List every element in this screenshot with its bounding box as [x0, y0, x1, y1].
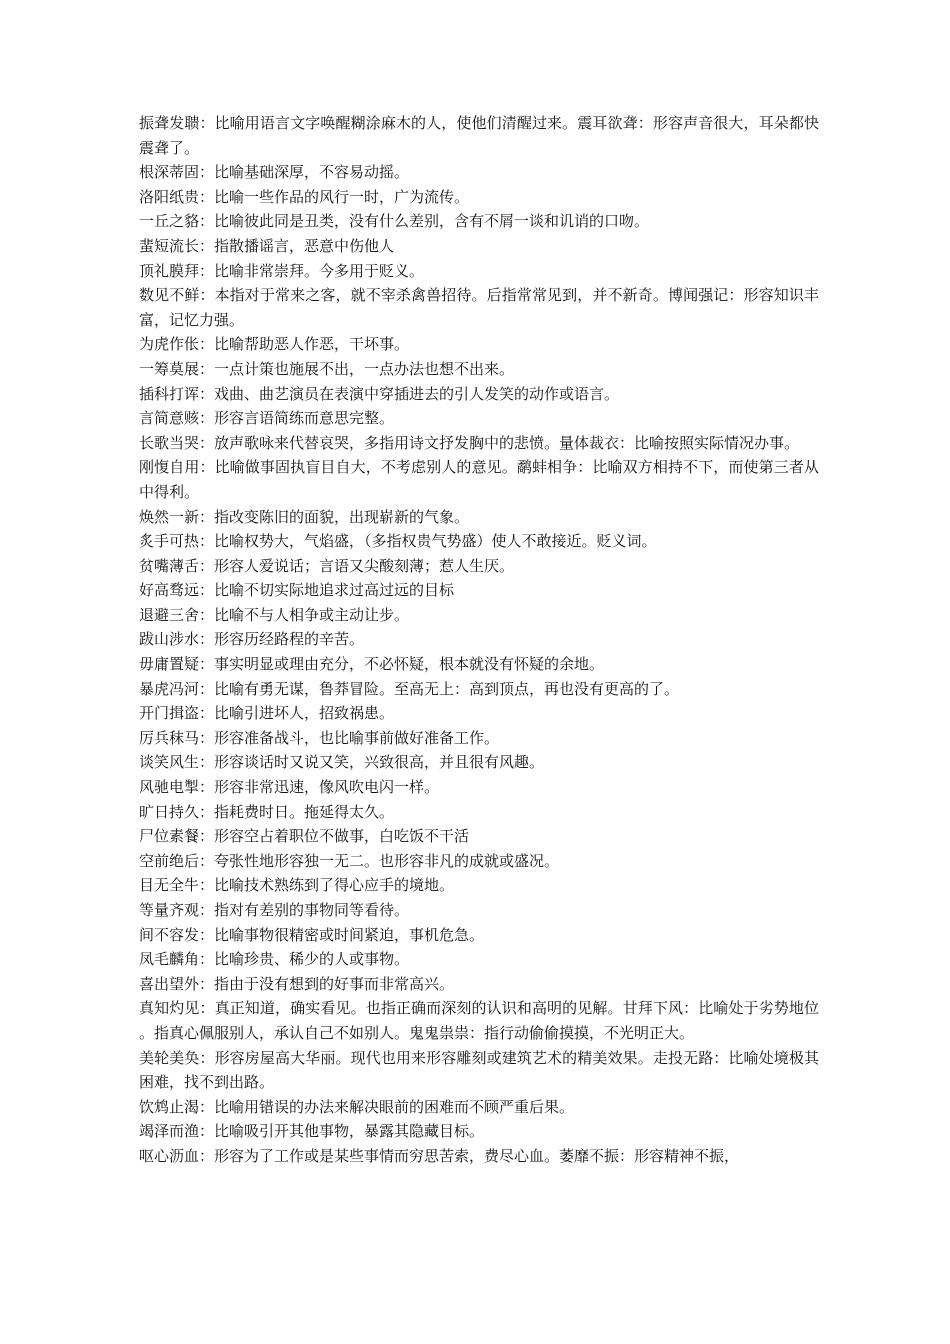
idiom-entry: 刚愎自用：比喻做事固执盲目自大，不考虑别人的意见。鹬蚌相争：比喻双方相持不下，而使第三者从中得利。 — [139, 458, 819, 501]
idiom-entry: 长歌当哭：放声歌咏来代替哀哭，多指用诗文抒发胸中的悲愤。量体裁衣：比喻按照实际情况办事。 — [139, 433, 800, 452]
idiom-entry: 谈笑风生：形容谈话时又说又笑，兴致很高，并且很有风趣。 — [139, 753, 545, 772]
idiom-entry: 为虎作伥：比喻帮助恶人作恶，干坏事。 — [139, 335, 410, 354]
idiom-entry: 数见不鲜：本指对于常来之客，就不宰杀禽兽招待。后指常常见到，并不新奇。博闻强记：形容知识丰富，记忆力强。 — [139, 286, 819, 329]
idiom-entry: 呕心沥血：形容为了工作或是某些事情而穷思苦索，费尽心血。萎靡不振：形容精神不振， — [139, 1146, 740, 1165]
idiom-entry: 跋山涉水：形容历经路程的辛苦。 — [139, 630, 365, 649]
idiom-entry: 一丘之貉：比喻彼此同是丑类，没有什么差别，含有不屑一谈和讥诮的口吻。 — [139, 212, 650, 231]
idiom-entry: 尸位素餐：形容空占着职位不做事，白吃饭不干活 — [139, 827, 470, 846]
idiom-entry: 竭泽而渔：比喻吸引开其他事物，暴露其隐藏目标。 — [139, 1122, 485, 1141]
idiom-entry: 根深蒂固：比喻基础深厚，不容易动摇。 — [139, 163, 410, 182]
idiom-list — [139, 111, 819, 1169]
idiom-entry: 毋庸置疑：事实明显或理由充分，不必怀疑，根本就没有怀疑的余地。 — [139, 655, 605, 674]
idiom-entry: 厉兵秣马：形容准备战斗，也比喻事前做好准备工作。 — [139, 728, 500, 747]
idiom-entry: 退避三舍：比喻不与人相争或主动让步。 — [139, 605, 410, 624]
idiom-entry: 旷日持久：指耗费时日。拖延得太久。 — [139, 802, 395, 821]
idiom-entry: 蜚短流长：指散播谣言，恶意中伤他人 — [139, 236, 395, 255]
idiom-entry: 等量齐观：指对有差别的事物同等看待。 — [139, 901, 410, 919]
idiom-entry: 开门揖盗：比喻引进坏人，招致祸患。 — [139, 704, 395, 723]
idiom-entry: 好高骛远：比喻不切实际地追求过高过远的目标 — [139, 581, 455, 600]
idiom-entry: 风驰电掣：形容非常迅速，像风吹电闪一样。 — [139, 778, 440, 797]
idiom-entry: 振聋发聩：比喻用语言文字唤醒糊涂麻木的人，使他们清醒过来。震耳欲聋：形容声音很大，耳朵都快震聋了。 — [139, 114, 819, 157]
idiom-entry: 贫嘴薄舌：形容人爱说话；言语又尖酸刻薄；惹人生厌。 — [139, 556, 515, 575]
idiom-entry: 空前绝后：夸张性地形容独一无二。也形容非凡的成就或盛况。 — [139, 851, 560, 870]
idiom-entry: 炙手可热：比喻权势大，气焰盛，（多指权贵气势盛）使人不敢接近。贬义词。 — [139, 532, 657, 551]
idiom-entry: 插科打诨：戏曲、曲艺演员在表演中穿插进去的引人发笑的动作或语言。 — [139, 384, 620, 403]
idiom-entry: 美轮美奂：形容房屋高大华丽。现代也用来形容雕刻或建筑艺术的精美效果。走投无路：比喻处境极其困难，找不到出路。 — [139, 1048, 819, 1092]
idiom-entry: 真知灼见：真正知道，确实看见。也指正确而深刻的认识和高明的见解。甘拜下风：比喻处于劣势地位。指真心佩服别人，承认自己不如别人。鬼鬼祟祟：指行动偷偷摸摸，不光明正大。 — [139, 999, 819, 1042]
idiom-entry: 暴虎冯河：比喻有勇无谋，鲁莽冒险。至高无上：高到顶点，再也没有更高的了。 — [139, 679, 680, 698]
idiom-entry: 洛阳纸贵：比喻一些作品的风行一时，广为流传。 — [139, 187, 470, 206]
idiom-entry: 饮鸩止渴：比喻用错误的办法来解决眼前的困难而不顾严重后果。 — [139, 1097, 575, 1116]
idiom-entry: 顶礼膜拜：比喻非常崇拜。今多用于贬义。 — [139, 261, 425, 280]
idiom-entry: 焕然一新：指改变陈旧的面貌，出现崭新的气象。 — [139, 507, 470, 526]
idiom-entry: 间不容发：比喻事物很精密或时间紧迫，事机危急。 — [139, 925, 485, 944]
idiom-entry: 目无全牛：比喻技术熟练到了得心应手的境地。 — [139, 876, 455, 895]
idiom-entry: 凤毛麟角：比喻珍贵、稀少的人或事物。 — [139, 950, 410, 969]
idiom-entry: 一筹莫展：一点计策也施展不出，一点办法也想不出来。 — [139, 359, 515, 378]
idiom-entry: 言简意赅：形容言语简练而意思完整。 — [139, 409, 395, 428]
idiom-entry: 喜出望外：指由于没有想到的好事而非常高兴。 — [139, 974, 455, 993]
